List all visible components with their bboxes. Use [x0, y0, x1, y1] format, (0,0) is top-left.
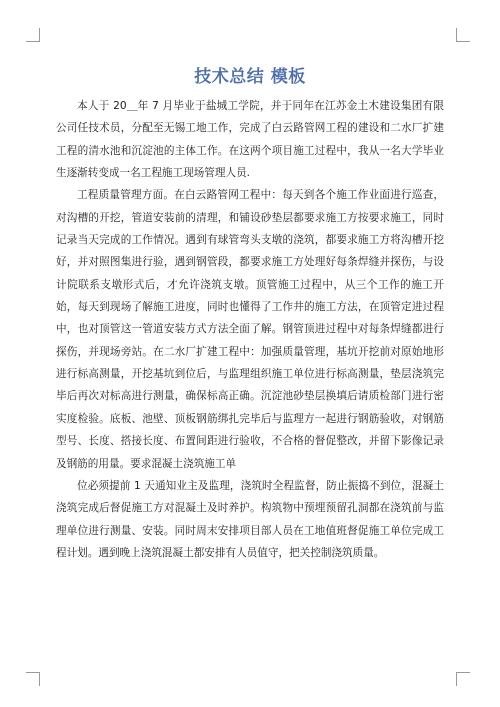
- paragraph-intro: 本人于 20＿年 7 月毕业于盐城工学院，并于同年在江苏金土木建设集团有限公司任技术员，分配至无锡工地工作，完成了白云路管网工程的建设和二水厂扩建工程的清水池和沉淀池的主体工作。在这两个项目施工过程中，我从一名大学毕业生逐渐转变成一名工程施工现场管理人员.: [56, 100, 444, 180]
- paragraph-quality-management: 工程质量管理方面。在白云路管网工程中：每天到各个施工作业面进行巡查，对沟槽的开挖，管道安装前的清理，和铺设砂垫层都要求施工方按要求施工，同时记录当天完成的工作情况。遇到有球管弯头支墩的浇筑，都要求施工方将沟槽开挖好，并对照图集进行验，遇到钢管段，都要求施工方处理好每条焊缝并探伤，与设计院联系支墩形式后，才允许浇筑支墩。顶管施工过程中，从三个工作的施工开始，每天到现场了解施工进度，同时也懂得了工作井的施工方法，在顶管定进过程中，也对顶管这一管道安装方式方法全面了解。钢管顶进过程中对每条焊缝都进行探伤，并现场旁站。在二水厂扩建工程中：加强质量管理，基坑开挖前对原始地形进行标高测量，开挖基坑到位后，与监理组织施工单位进行标高测量，垫层浇筑完毕后再次对标高进行测量，确保标高正确。沉淀池砂垫层换填后请质检部门进行密实度检验。底板、池壁、顶板钢筋绑扎完毕后与监理方一起进行钢筋验收，对钢筋型号、长度、搭接长度、布置间距进行验收，不合格的督促整改，并留下影像记录及钢筋的用量。要求混凝土浇筑施工单: [56, 189, 444, 470]
- crop-mark-bottom-right: [456, 672, 470, 686]
- paragraph-concrete-pouring: 位必须提前 1 天通知业主及监理，浇筑时全程监督，防止振捣不到位，混凝土浇筑完成后督促施工方对混凝土及时养护。构筑物中预埋预留孔洞都在浇筑前与监理单位进行测量、安装。同时周末安排项目部人员在工地值班督促施工单位完成工程计划。遇到晚上浇筑混凝土都安排有人员值守，把关控制浇筑质量。: [56, 479, 444, 559]
- crop-mark-bottom-left: [26, 672, 40, 686]
- crop-mark-top-right: [456, 28, 470, 42]
- document-body: [56, 95, 444, 564]
- document-title: 技术总结 模板: [194, 67, 306, 87]
- crop-mark-top-left: [26, 28, 40, 42]
